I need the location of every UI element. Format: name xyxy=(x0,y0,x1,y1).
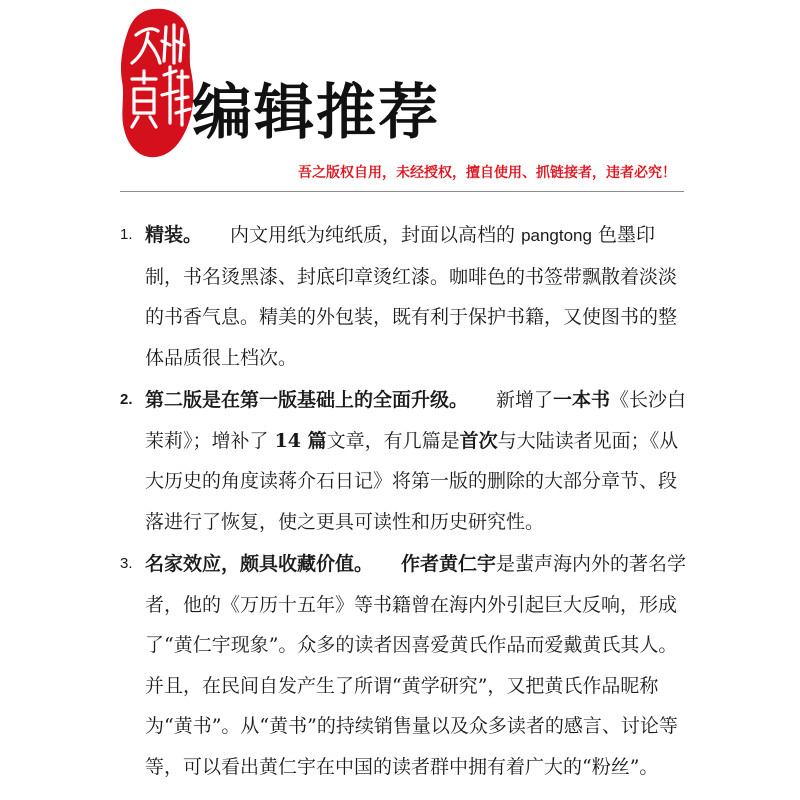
item-emphasis: 14 篇 xyxy=(274,429,327,452)
item-lead: 名家效应，颇具收藏价值。 xyxy=(145,553,374,575)
header-divider xyxy=(120,191,684,192)
seal-icon xyxy=(118,5,196,160)
item-emphasis: 首次 xyxy=(459,429,498,452)
item-text: 新增了 xyxy=(496,389,554,411)
list-item xyxy=(120,544,692,787)
recommendation-list xyxy=(120,215,692,789)
item-lead: 精装。 xyxy=(145,224,203,246)
red-seal-stamp xyxy=(118,5,196,160)
item-emphasis: 一本书 xyxy=(553,389,611,411)
item-lead: 第二版是在第一版基础上的全面升级。 xyxy=(145,389,469,411)
list-item xyxy=(120,215,692,378)
list-item xyxy=(120,380,692,542)
item-text: 是蜚声海内外的著名学者，他的《万历十五年》等书籍曾在海内外引起巨大反响，形成了“黄仁宇现象”。众多的读者因喜爱黄氏作品而爱戴黄氏其人。并且，在民间自发产生了所谓“黄学研究”，又把黄氏作品昵称为“黄书”。从“黄书”的持续销售量以及众多读者的感言、讨论等等，可以看出黄仁宇在中国的读者群中拥有着广大的“粉丝”。 xyxy=(145,553,687,778)
copyright-notice: 吾之版权自用，未经授权，擅自使用、抓链接者，违者必究！ xyxy=(298,165,676,181)
item-text: 《长沙白茉莉》；增补了 xyxy=(145,389,687,452)
item-number: 2. xyxy=(120,391,133,408)
item-number: 3. xyxy=(120,555,133,572)
item-text: 色墨印制，书名烫黑漆、封底印章烫红漆。咖啡色的书签带飘散着淡淡的书香气息。精美的外包装，既有利于保护书籍，又使图书的整体品质很上档次。 xyxy=(145,224,678,369)
item-text: 与大陆读者见面；《从大历史的角度读蒋介石日记》将第一版的删除的大部分章节、段落进行了恢复，使之更具可读性和历史研究性。 xyxy=(145,429,679,533)
item-brand: pangtong xyxy=(521,226,592,245)
item-text: 内文用纸为纯纸质，封面以高档的 xyxy=(230,224,522,246)
item-emphasis: 作者黄仁宇 xyxy=(401,553,497,575)
page-title: 编辑推荐 xyxy=(192,78,440,148)
item-number: 1. xyxy=(120,226,133,243)
item-text: 文章，有几篇是 xyxy=(326,429,460,452)
